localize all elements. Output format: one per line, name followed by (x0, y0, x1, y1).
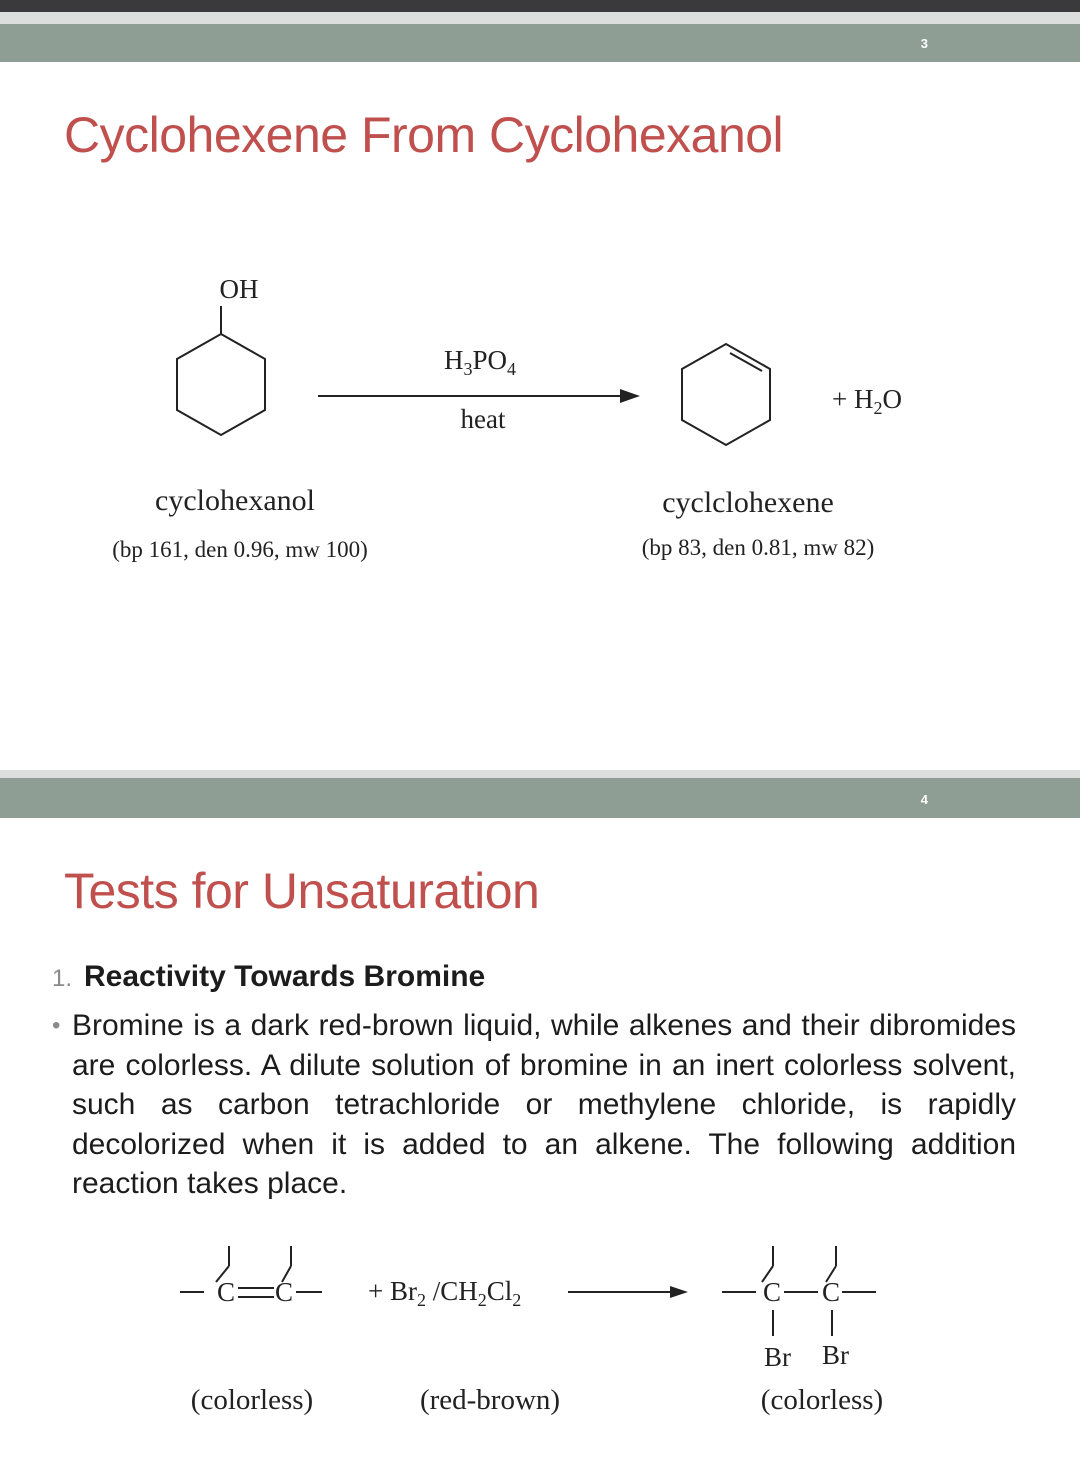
slide-title: Cyclohexene From Cyclohexanol (64, 107, 784, 163)
product-name: cyclclohexene (662, 486, 834, 519)
arrow-head (620, 389, 640, 403)
top-dark-strip (0, 0, 1080, 12)
cyclohexanol-ring (177, 334, 265, 435)
slide-number: 3 (920, 36, 928, 51)
slide-number: 4 (920, 792, 928, 807)
oh-label: OH (219, 274, 259, 304)
bromine-left: Br (764, 1342, 791, 1372)
arrow-head (670, 1286, 688, 1298)
reagent-label: $H_3PO_4$ (443, 345, 517, 379)
reactant-props: (bp 161, den 0.96, mw 100) (112, 537, 368, 562)
cyclohexene-ring (682, 344, 770, 445)
slide-3 (0, 12, 1080, 770)
product-props: (bp 83, den 0.81, mw 82) (641, 535, 875, 560)
alkene-carbon-1: C (217, 1277, 236, 1307)
condition-label: heat (460, 404, 506, 434)
product-carbon-1: C (763, 1277, 782, 1307)
heading-text: Reactivity Towards Bromine (84, 960, 486, 993)
reaction-scheme (0, 12, 1080, 770)
slide-title: Tests for Unsaturation (64, 863, 540, 919)
heading-number: 1. (52, 965, 73, 992)
slide-4 (0, 770, 1080, 1474)
reagent-color-label: (red-brown) (419, 1384, 561, 1416)
alkene-color-label: (colorless) (190, 1384, 314, 1416)
product-carbon-2: C (822, 1277, 841, 1307)
reactant-name: cyclohexanol (155, 484, 315, 517)
paragraph-text: Bromine is a dark red-brown liquid, while alkenes and their dibromides are colorless. A dilute solution of bromine in an inert colorless solvent, such as carbon tetrachloride or methylene chloride, is rapidly decolorized when it is added to an alkene. The following addition reaction takes place. (72, 1009, 1016, 1200)
bullet-dot: • (52, 1012, 61, 1039)
reagent-label: + $Br_2$ $/CH_2Cl_2$ (368, 1276, 522, 1310)
alkene-carbon-2: C (275, 1277, 294, 1307)
bromine-reaction (0, 770, 1080, 1474)
product-color-label: (colorless) (760, 1384, 884, 1416)
byproduct-label: + $H_2O$ (832, 384, 902, 418)
bromine-right: Br (822, 1340, 849, 1370)
